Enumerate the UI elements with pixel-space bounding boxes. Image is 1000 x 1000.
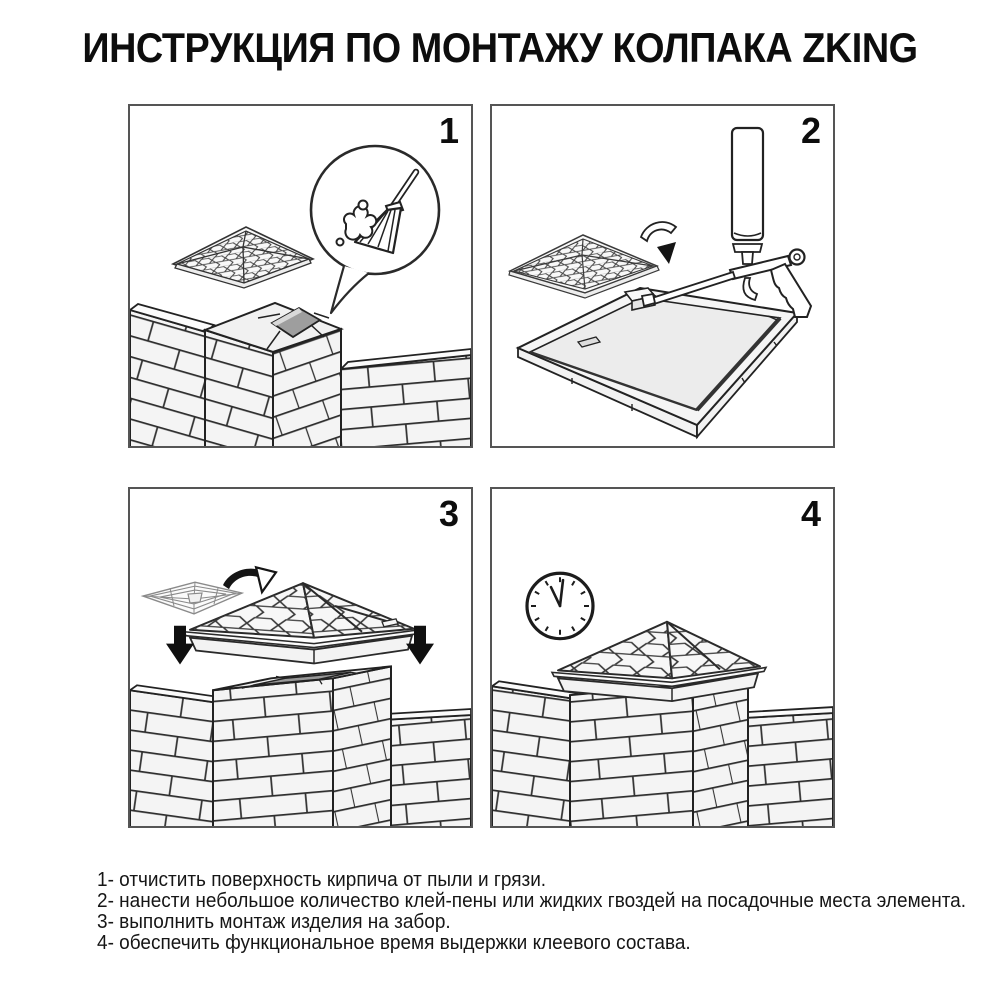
brick-pillar	[213, 666, 391, 826]
instruction-step-1: 1- отчистить поверхность кирпича от пыли и грязи.	[97, 869, 547, 891]
instruction-step-3: 3- выполнить монтаж изделия на забор.	[97, 911, 451, 933]
chimney-cap-small	[173, 227, 313, 288]
panel-step-3	[128, 487, 473, 828]
panel-step-1	[128, 104, 473, 448]
brick-pillar	[205, 303, 341, 446]
clock-icon	[527, 573, 593, 638]
panel-4-illustration	[492, 489, 833, 826]
panel-step-2	[490, 104, 835, 448]
panel-number-4: 4	[800, 493, 821, 534]
foam-canister	[732, 128, 763, 240]
brick-wall-left	[130, 304, 214, 446]
panel-number-2: 2	[800, 110, 821, 151]
panel-number-1: 1	[438, 110, 459, 151]
speech-bubble	[311, 146, 439, 313]
brick-wall-right	[341, 349, 471, 446]
gun-trigger	[743, 278, 757, 300]
gun-nozzle-tip	[642, 294, 655, 306]
page-title: ИНСТРУКЦИЯ ПО МОНТАЖУ КОЛПАКА ZKING	[82, 24, 918, 71]
panel-number-3: 3	[438, 493, 459, 534]
cap-underside-tray	[518, 288, 797, 437]
panel-step-4	[490, 487, 835, 828]
chimney-cap-small	[509, 235, 659, 298]
instruction-step-4: 4- обеспечить функциональное время выдержки клеевого состава.	[97, 932, 691, 954]
flip-arrow-icon	[641, 222, 676, 264]
brick-wall-left	[130, 685, 220, 826]
panel-1-illustration	[130, 106, 471, 446]
panel-3-illustration	[130, 489, 471, 826]
chimney-cap-installed	[552, 622, 766, 701]
brick-wall-left	[492, 681, 577, 826]
panel-2-illustration	[492, 106, 833, 446]
flip-arrow-icon	[223, 567, 276, 592]
instruction-step-2: 2- нанести небольшое количество клей-пены или жидких гвоздей на посадочные места элемента.	[97, 890, 967, 912]
instruction-list	[97, 870, 977, 954]
